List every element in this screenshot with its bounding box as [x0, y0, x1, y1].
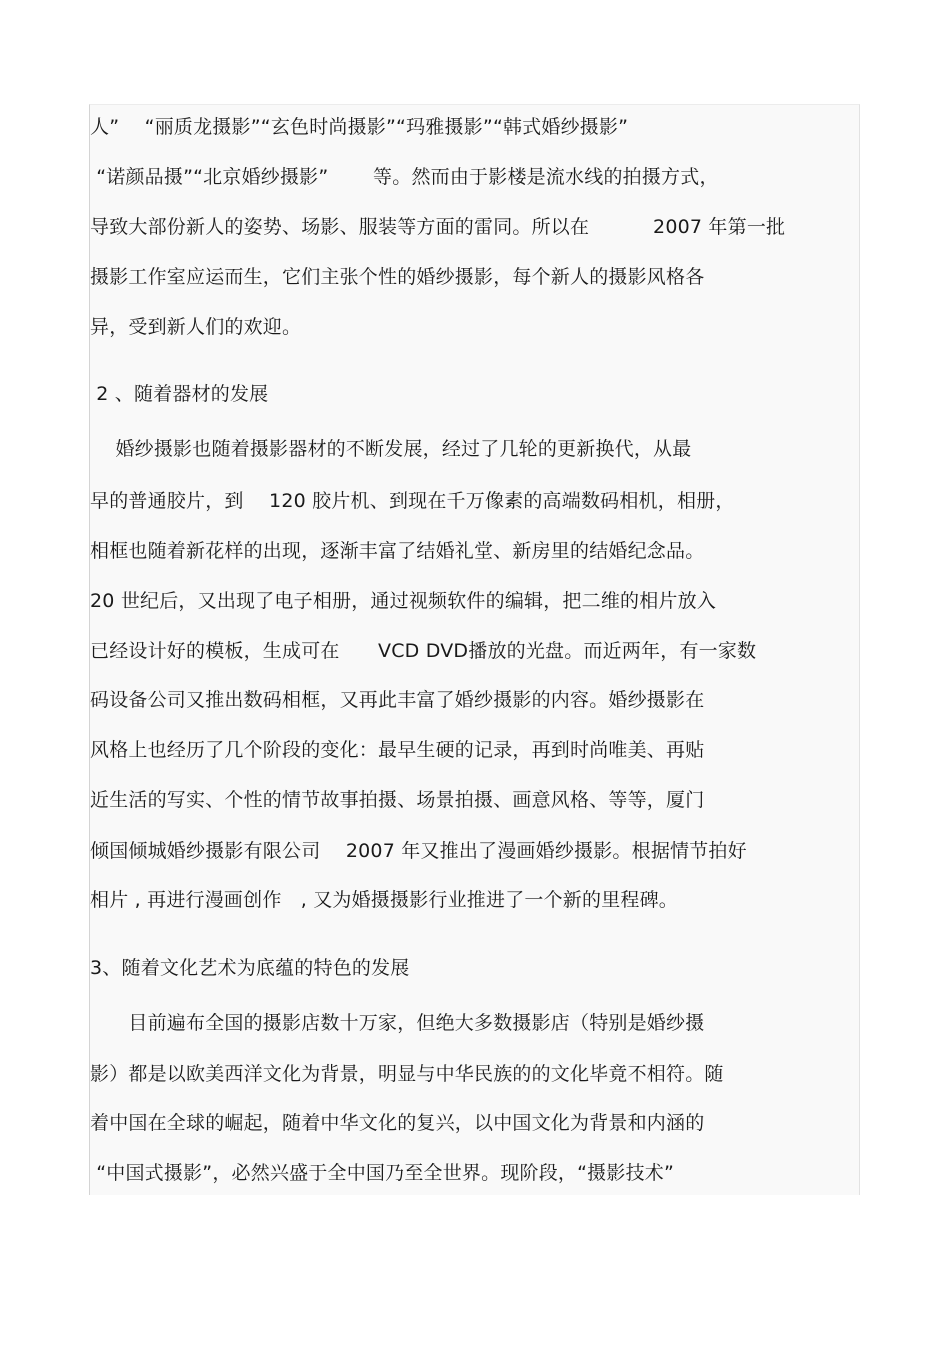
section-heading: 2 、随着器材的发展: [90, 383, 269, 405]
text-line: 影）都是以欧美西洋文化为背景，明显与中华民族的的文化毕竟不相符。随: [90, 1063, 724, 1085]
page-body: [89, 104, 860, 1195]
text-line: “中国式摄影”，必然兴盛于全中国乃至全世界。现阶段，“摄影技术”: [90, 1162, 675, 1184]
text-line: 20 世纪后，又出现了电子相册，通过视频软件的编辑，把二维的相片放入: [90, 590, 717, 612]
text-line: 目前遍布全国的摄影店数十万家，但绝大多数摄影店（特别是婚纱摄: [90, 1012, 705, 1034]
text-line: 着中国在全球的崛起，随着中华文化的复兴，以中国文化为背景和内涵的: [90, 1112, 705, 1134]
section-heading: 3、随着文化艺术为底蕴的特色的发展: [90, 957, 410, 979]
text-line: 相片 , 再进行漫画创作 , 又为婚摄摄影行业推进了一个新的里程碑。: [90, 889, 678, 911]
text-line: 早的普通胶片，到 120 胶片机、到现在千万像素的高端数码相机，相册，: [90, 490, 735, 512]
text-line: 码设备公司又推出数码相框，又再此丰富了婚纱摄影的内容。婚纱摄影在: [90, 689, 705, 711]
text-line: 近生活的写实、个性的情节故事拍摄、场景拍摄、画意风格、等等，厦门: [90, 789, 705, 811]
text-line: 婚纱摄影也随着摄影器材的不断发展，经过了几轮的更新换代，从最: [90, 438, 692, 460]
text-line: 风格上也经历了几个阶段的变化：最早生硬的记录，再到时尚唯美、再贴: [90, 739, 705, 761]
text-line: 相框也随着新花样的出现，逐渐丰富了结婚礼堂、新房里的结婚纪念品。: [90, 540, 705, 562]
text-line: 倾国倾城婚纱摄影有限公司 2007 年又推出了漫画婚纱摄影。根据情节拍好: [90, 840, 747, 862]
text-line: 导致大部份新人的姿势、场影、服装等方面的雷同。所以在 2007 年第一批: [90, 216, 786, 238]
text-line: 已经设计好的模板，生成可在 VCD DVD播放的光盘。而近两年，有一家数: [90, 640, 757, 662]
text-line: 人” “丽质龙摄影”“玄色时尚摄影”“玛雅摄影”“韩式婚纱摄影”: [90, 116, 629, 138]
text-line: 摄影工作室应运而生，它们主张个性的婚纱摄影，每个新人的摄影风格各: [90, 266, 705, 288]
text-line: “诺颜品摄”“北京婚纱摄影” 等。然而由于影楼是流水线的拍摄方式，: [90, 166, 719, 188]
text-line: 异，受到新人们的欢迎。: [90, 316, 302, 338]
